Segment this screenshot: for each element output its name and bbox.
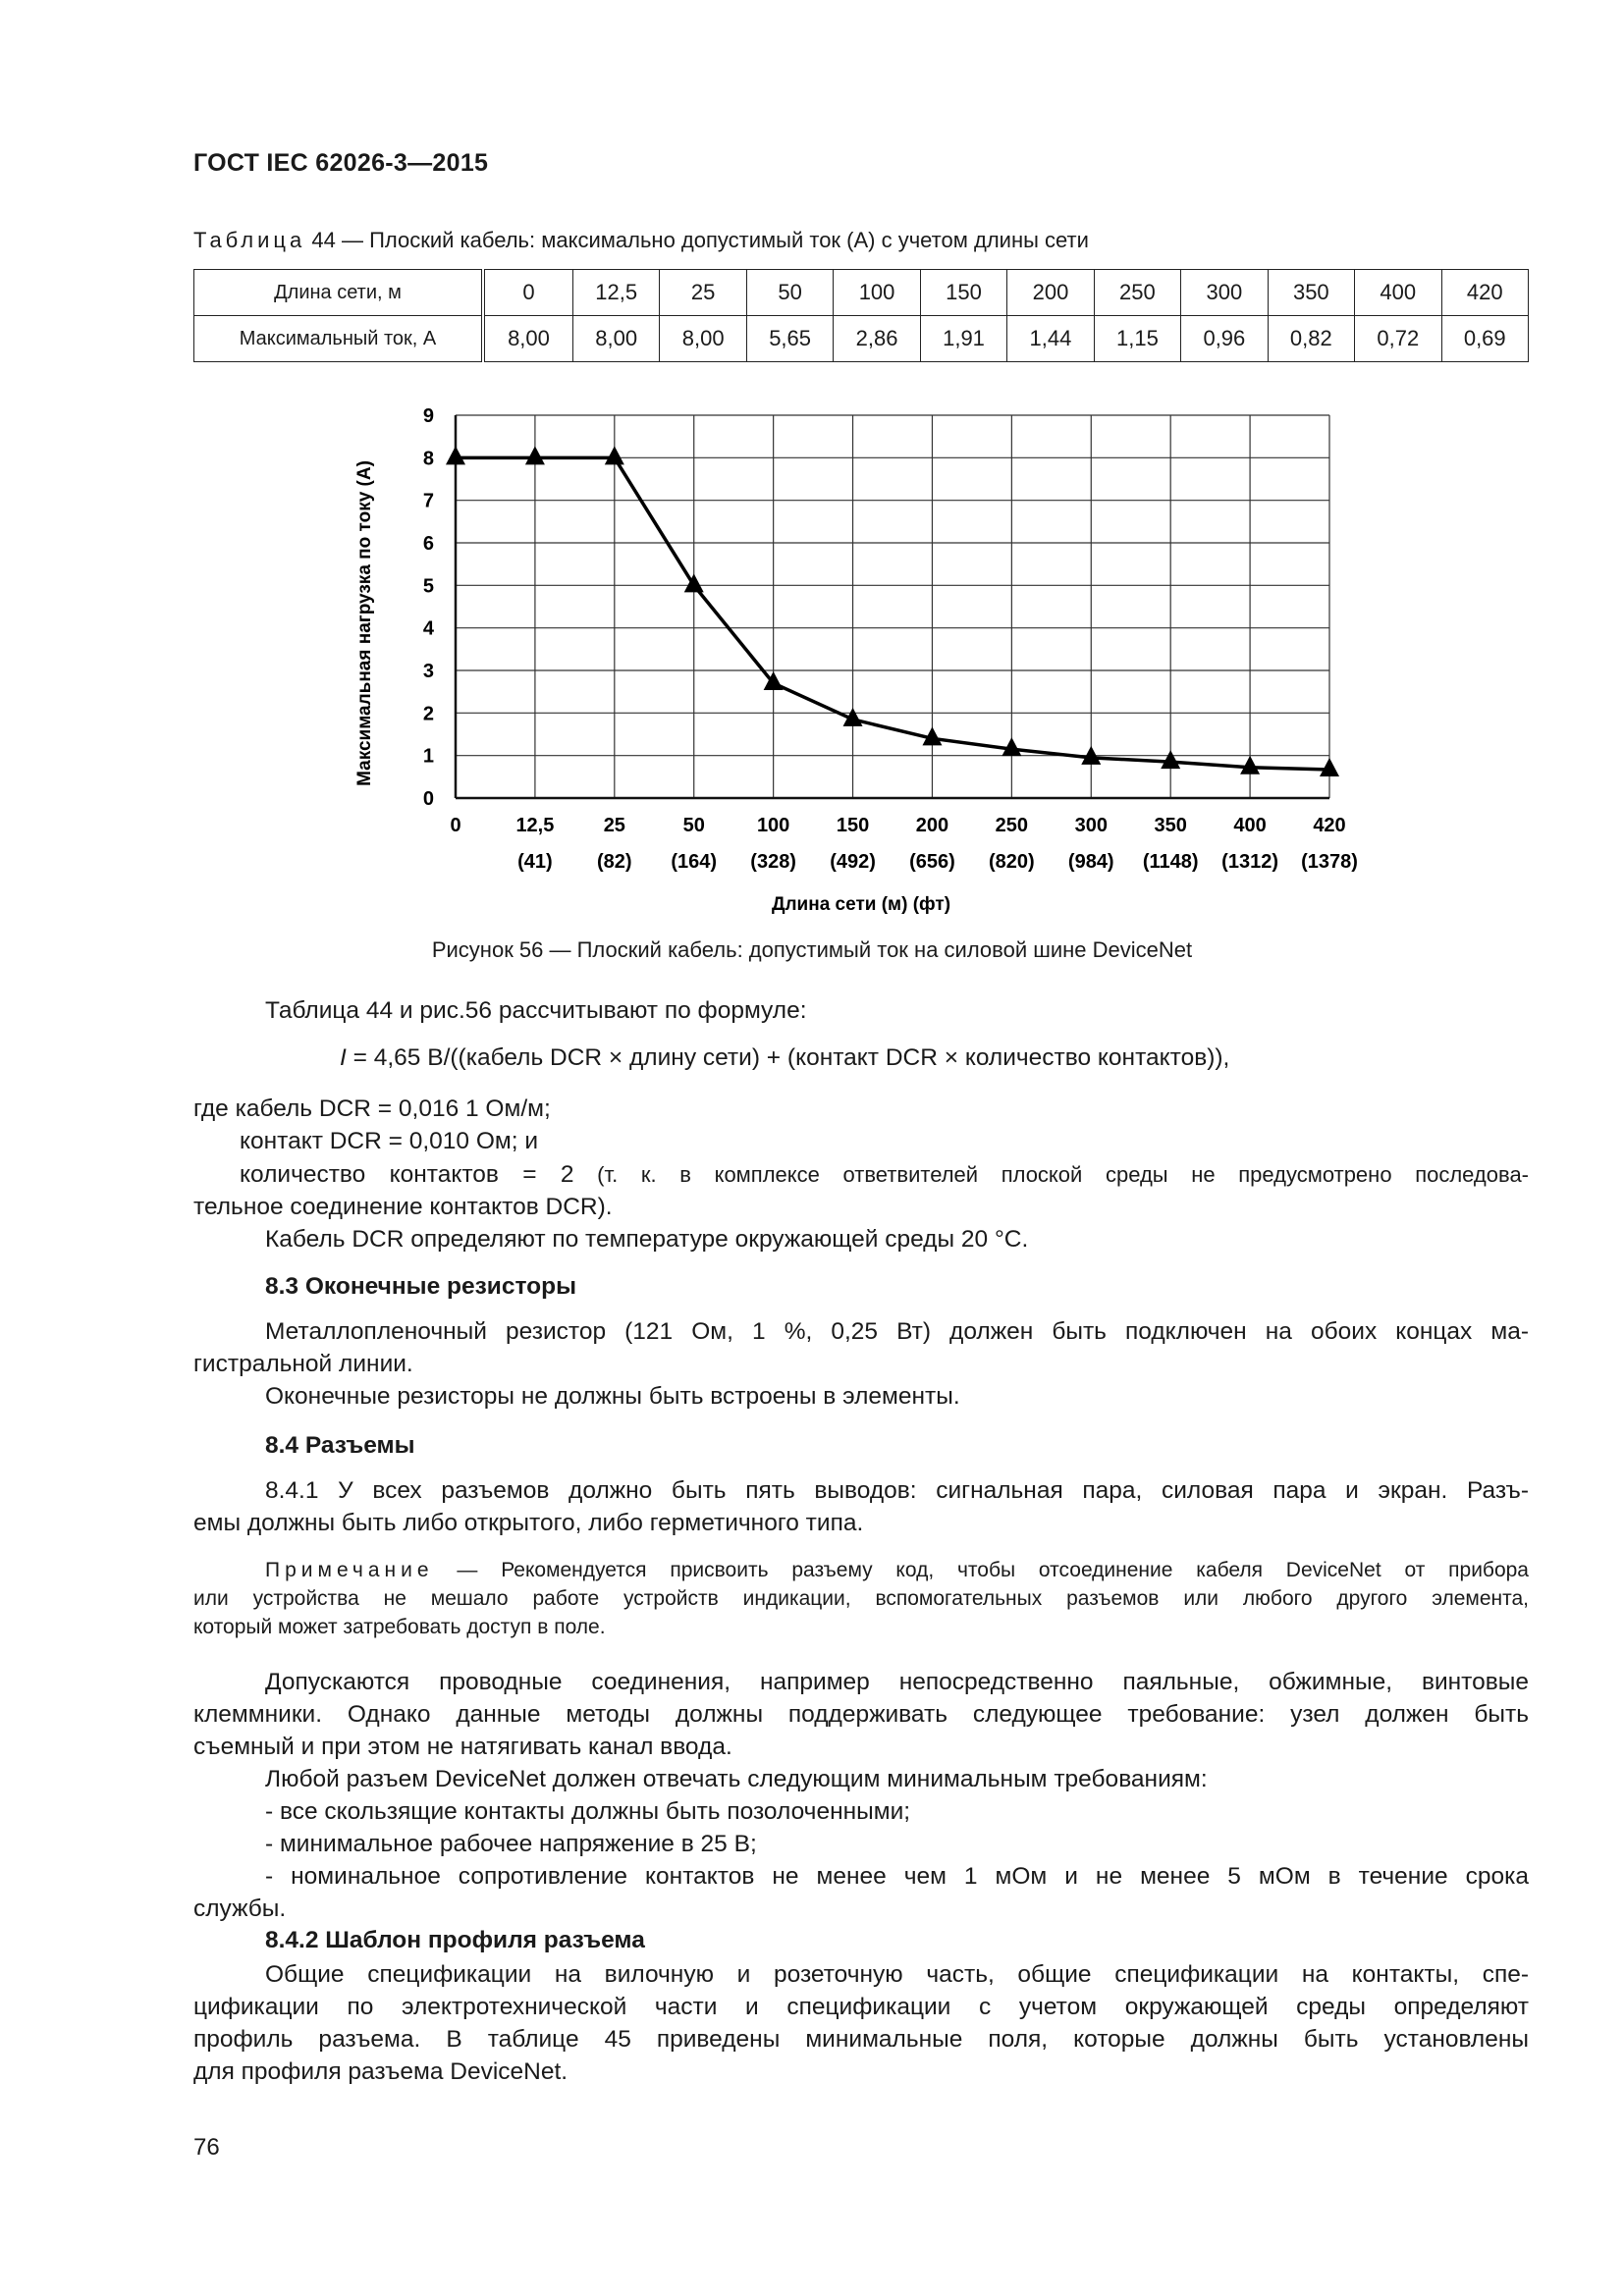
chart-series (446, 446, 1339, 776)
section-heading-8-4-2: 8.4.2 Шаблон профиля разъема (265, 1927, 645, 1953)
current-chart (344, 398, 1365, 928)
x-tick-label-ft: (492) (830, 851, 876, 873)
x-tick-label-ft: (41) (517, 851, 553, 873)
paragraph: съемный и при этом не натягивать канал ввода. (193, 1734, 732, 1760)
data-point-marker (525, 446, 545, 464)
list-item: - все скользящие контакты должны быть позолоченными; (265, 1798, 911, 1825)
table-cell-length: 100 (834, 270, 920, 316)
paragraph: 8.4.1 У всех разъемов должно быть пять выводов: сигнальная пара, силовая пара и экран. Разъ- (265, 1477, 1529, 1504)
figure-caption: Рисунок 56 — Плоский кабель: допустимый ток на силовой шине DeviceNet (431, 937, 1193, 962)
table-row-lengths (194, 270, 1529, 316)
note-line: или устройства не мешало работе устройств индикации, вспомогательных разъемов или любого другого элемента, (193, 1587, 1529, 1610)
note-line: который может затребовать доступ в поле. (193, 1616, 606, 1638)
list-item: - номинальное сопротивление контактов не менее чем 1 мОм и не менее 5 мОм в течение срока (265, 1863, 1529, 1890)
x-tick-label: 300 (1074, 815, 1108, 836)
x-tick-label: 150 (836, 815, 870, 836)
x-tick-label: 25 (603, 815, 625, 836)
x-tick-label-ft: (1378) (1301, 851, 1358, 873)
paragraph: Таблица 44 и рис.56 рассчитывают по формуле: (265, 997, 807, 1024)
y-tick-label: 0 (422, 788, 434, 810)
y-tick-label: 8 (422, 448, 434, 470)
y-tick-label: 1 (422, 745, 434, 768)
list-item: - минимальное рабочее напряжение в 25 В; (265, 1831, 757, 1857)
y-tick-label: 3 (422, 661, 434, 682)
data-point-marker (1320, 758, 1339, 776)
table-cell-length: 420 (1441, 270, 1529, 316)
x-tick-label: 100 (756, 815, 790, 836)
paragraph: контакт DCR = 0,010 Ом; и (240, 1128, 539, 1154)
data-point-marker (605, 446, 624, 464)
x-tick-label-ft: (984) (1067, 851, 1114, 873)
table-row-label: Длина сети, м (194, 270, 484, 316)
paragraph: Металлопленочный резистор (121 Ом, 1 %, 0,25 Вт) должен быть подключен на обоих концах ма- (265, 1318, 1529, 1345)
table-cell-current: 0,69 (1441, 316, 1529, 362)
x-tick-label-ft: (82) (597, 851, 632, 873)
y-tick-label: 2 (422, 703, 434, 725)
chart-x-axis-label: Длина сети (м) (фт) (771, 894, 951, 915)
x-tick-label-ft: (1312) (1221, 851, 1278, 873)
section-heading-8-3: 8.3 Оконечные резисторы (265, 1273, 577, 1300)
table-cell-current: 1,15 (1094, 316, 1180, 362)
table-cell-current: 8,00 (572, 316, 659, 362)
paragraph: Оконечные резисторы не должны быть встроены в элементы. (265, 1383, 960, 1410)
table-cell-current: 1,91 (920, 316, 1006, 362)
paragraph: тельное соединение контактов DCR). (193, 1194, 613, 1220)
x-tick-label: 50 (682, 815, 705, 836)
paragraph: гистральной линии. (193, 1351, 413, 1377)
x-tick-label-ft: (164) (671, 851, 718, 873)
table-caption: Таблица 44 — Плоский кабель: максимально допустимый ток (А) с учетом длины сети (193, 228, 1089, 252)
table-cell-length: 400 (1355, 270, 1441, 316)
data-point-marker (1161, 750, 1180, 769)
y-tick-label: 4 (422, 617, 434, 640)
table-cell-current: 2,86 (834, 316, 920, 362)
paragraph: клеммники. Однако данные методы должны поддерживать следующее требование: узел должен быть (193, 1701, 1529, 1728)
paragraph: Общие спецификации на вилочную и розеточную часть, общие спецификации на контакты, спе- (265, 1961, 1529, 1988)
table-cell-length: 150 (920, 270, 1006, 316)
x-tick-label: 12,5 (515, 815, 555, 836)
table-cell-length: 12,5 (572, 270, 659, 316)
table-cell-current: 8,00 (660, 316, 746, 362)
series-line (456, 457, 1329, 770)
data-point-marker (1240, 756, 1260, 774)
chart-y-axis-label: Максимальная нагрузка по току (А) (354, 460, 375, 786)
chart-y-tick-labels (423, 405, 435, 810)
table-row-currents (194, 316, 1529, 362)
table-cell-length: 25 (660, 270, 746, 316)
paragraph: профиль разъема. В таблице 45 приведены минимальные поля, которые должны быть установлены (193, 2026, 1529, 2053)
table-cell-length: 300 (1181, 270, 1268, 316)
y-tick-label: 6 (422, 533, 434, 555)
current-table (193, 269, 1529, 362)
y-tick-label: 9 (422, 405, 434, 427)
x-tick-label: 350 (1154, 815, 1187, 836)
x-tick-label: 420 (1313, 815, 1346, 836)
x-tick-label-ft: (328) (750, 851, 796, 873)
table-cell-current: 0,96 (1181, 316, 1268, 362)
x-tick-label: 200 (915, 815, 949, 836)
paragraph: Кабель DCR определяют по температуре окружающей среды 20 °С. (265, 1226, 1029, 1253)
x-tick-label: 0 (450, 815, 461, 836)
paragraph: цификации по электротехнической части и спецификации с учетом окружающей среды определяют (193, 1994, 1529, 2020)
note: Примечание — Рекомендуется присвоить разъему код, чтобы отсоединение кабеля DeviceNet от прибора (265, 1559, 1529, 1581)
paragraph: количество контактов = 2 (т. к. в комплексе ответвителей плоской среды не предусмотрено последова- (240, 1161, 1530, 1188)
table-row-label: Максимальный ток, А (194, 316, 484, 362)
table-cell-length: 200 (1007, 270, 1094, 316)
table-cell-current: 1,44 (1007, 316, 1094, 362)
chart-x-tick-labels (450, 815, 1357, 873)
x-tick-label-ft: (820) (989, 851, 1035, 873)
paragraph: емы должны быть либо открытого, либо герметичного типа. (193, 1510, 864, 1536)
document-header: ГОСТ IEC 62026-3—2015 (193, 149, 489, 177)
table-cell-length: 0 (483, 270, 572, 316)
y-tick-label: 7 (422, 490, 434, 512)
page-number: 76 (193, 2134, 220, 2161)
table-cell-current: 0,72 (1355, 316, 1441, 362)
x-tick-label: 250 (995, 815, 1029, 836)
chart-grid (456, 415, 1329, 798)
formula: I = 4,65 В/((кабель DCR × длину сети) + (контакт DCR × количество контактов)), (340, 1044, 1230, 1071)
paragraph: где кабель DCR = 0,016 1 Ом/м; (193, 1095, 551, 1122)
table-cell-length: 250 (1094, 270, 1180, 316)
y-tick-label: 5 (422, 575, 434, 598)
x-tick-label: 400 (1233, 815, 1267, 836)
table-cell-current: 0,82 (1268, 316, 1354, 362)
paragraph: Любой разъем DeviceNet должен отвечать следующим минимальным требованиям: (265, 1766, 1208, 1792)
paragraph: Допускаются проводные соединения, например непосредственно паяльные, обжимные, винтовые (265, 1669, 1529, 1695)
x-tick-label-ft: (656) (909, 851, 955, 873)
table-cell-length: 50 (746, 270, 833, 316)
paragraph: для профиля разъема DeviceNet. (193, 2058, 568, 2085)
table-cell-current: 5,65 (746, 316, 833, 362)
table-cell-length: 350 (1268, 270, 1354, 316)
table-cell-current: 8,00 (483, 316, 572, 362)
section-heading-8-4: 8.4 Разъемы (265, 1432, 415, 1459)
x-tick-label-ft: (1148) (1142, 851, 1199, 873)
data-point-marker (446, 446, 465, 464)
list-item: службы. (193, 1896, 287, 1922)
